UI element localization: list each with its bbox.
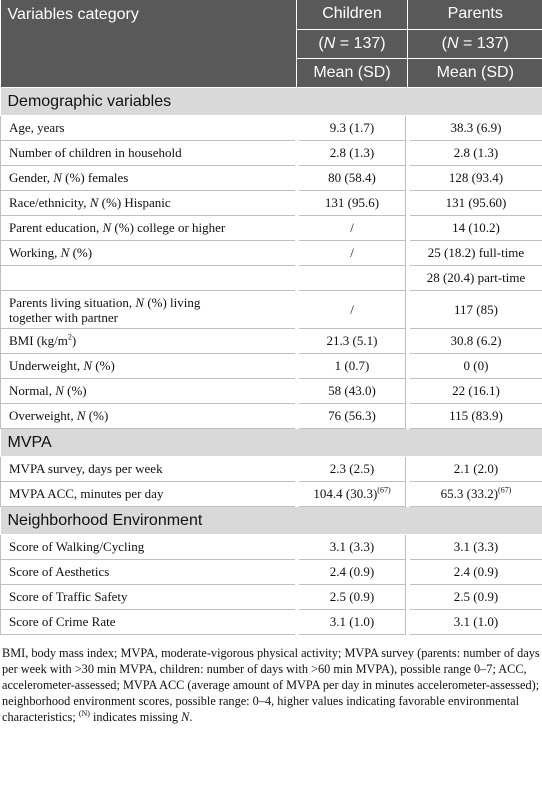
row-label: Normal, N (%) xyxy=(1,379,297,404)
children-value: 58 (43.0) xyxy=(297,379,408,404)
section-header-neighborhood xyxy=(1,507,542,535)
parents-value: 2.8 (1.3) xyxy=(408,141,542,166)
table-row xyxy=(1,354,542,379)
table-row xyxy=(1,141,542,166)
table-row xyxy=(1,116,542,141)
table-row xyxy=(1,560,542,585)
section-title: Demographic variables xyxy=(1,88,542,116)
table-row xyxy=(1,379,542,404)
children-value: 2.5 (0.9) xyxy=(297,585,408,610)
parents-value: 65.3 $(33.2)^{(67)}$ xyxy=(408,482,542,507)
row-label: BMI $(kg/m^2)$ xyxy=(1,329,297,354)
row-label: Working, N (%) xyxy=(1,241,297,266)
children-value: 1 (0.7) xyxy=(297,354,408,379)
row-label: Gender, N (%) females xyxy=(1,166,297,191)
children-value: / xyxy=(297,291,408,329)
table-footnote: BMI, body mass index; MVPA, moderate-vigorous physical activity; MVPA survey (parents: number of days per week with >30 min MVPA, children: number of days with >60 min MVPA), possible range 0–7; ACC, accelerometer-assessed; MVPA ACC (average amount of MVPA per day in minutes accelerometer-assessed); neighborhood environment scores, possible range: 0–4, higher values indicating favorable environmental characteristics; $^{(N)}$ indicates missing N. xyxy=(2,646,540,725)
table-row xyxy=(1,266,542,291)
children-value: / xyxy=(297,241,408,266)
parents-value: 3.1 (3.3) xyxy=(408,535,542,560)
table-row xyxy=(1,216,542,241)
row-label: Score of Crime Rate xyxy=(1,610,297,635)
row-label: Score of Traffic Safety xyxy=(1,585,297,610)
table-row xyxy=(1,482,542,507)
parents-value: 131 (95.60) xyxy=(408,191,542,216)
table-row xyxy=(1,291,542,329)
table-row xyxy=(1,457,542,482)
parents-value: 2.4 (0.9) xyxy=(408,560,542,585)
section-title: MVPA xyxy=(1,429,542,457)
parents-value: 25 (18.2) full-time xyxy=(408,241,542,266)
children-value: 131 (95.6) xyxy=(297,191,408,216)
parents-value: 30.8 (6.2) xyxy=(408,329,542,354)
section-title: Neighborhood Environment xyxy=(1,507,542,535)
section-header-demographic xyxy=(1,88,542,116)
table-row xyxy=(1,404,542,429)
row-label: Age, years xyxy=(1,116,297,141)
children-value: 9.3 (1.7) xyxy=(297,116,408,141)
parents-value: 2.5 (0.9) xyxy=(408,585,542,610)
children-value: / xyxy=(297,216,408,241)
table-row xyxy=(1,535,542,560)
row-label: Score of Walking/Cycling xyxy=(1,535,297,560)
header-children: Children xyxy=(297,0,408,29)
children-value: 76 (56.3) xyxy=(297,404,408,429)
children-value: 21.3 (5.1) xyxy=(297,329,408,354)
parents-value: 2.1 (2.0) xyxy=(408,457,542,482)
row-label: Number of children in household xyxy=(1,141,297,166)
row-label: Parents living situation, N (%) living together with partner xyxy=(1,291,297,329)
parents-value: 0 (0) xyxy=(408,354,542,379)
header-parents-n: (N = 137) xyxy=(408,29,542,58)
children-value: 104.4 $(30.3)^{(67)}$ xyxy=(297,482,408,507)
table-row xyxy=(1,191,542,216)
row-label: Race/ethnicity, N (%) Hispanic xyxy=(1,191,297,216)
parents-value: 128 (93.4) xyxy=(408,166,542,191)
parents-value: 115 (83.9) xyxy=(408,404,542,429)
row-label-empty xyxy=(1,266,297,291)
row-label: Overweight, N (%) xyxy=(1,404,297,429)
parents-value: 28 (20.4) part-time xyxy=(408,266,542,291)
parents-value: 3.1 (1.0) xyxy=(408,610,542,635)
row-label: MVPA survey, days per week xyxy=(1,457,297,482)
section-header-mvpa xyxy=(1,429,542,457)
header-children-n: (N = 137) xyxy=(297,29,408,58)
children-value-empty xyxy=(297,266,408,291)
parents-value: 14 (10.2) xyxy=(408,216,542,241)
table-row xyxy=(1,329,542,354)
header-parents-mean-sd: Mean (SD) xyxy=(408,59,542,88)
row-label: Score of Aesthetics xyxy=(1,560,297,585)
row-label: MVPA ACC, minutes per day xyxy=(1,482,297,507)
table-row xyxy=(1,585,542,610)
table-row xyxy=(1,241,542,266)
children-value: 3.1 (3.3) xyxy=(297,535,408,560)
children-value: 2.3 (2.5) xyxy=(297,457,408,482)
parents-value: 117 (85) xyxy=(408,291,542,329)
header-children-mean-sd: Mean (SD) xyxy=(297,59,408,88)
children-value: 2.4 (0.9) xyxy=(297,560,408,585)
header-variables-category: Variables category xyxy=(1,0,297,88)
row-label: Parent education, N (%) college or higher xyxy=(1,216,297,241)
children-value: 2.8 (1.3) xyxy=(297,141,408,166)
children-value: 3.1 (1.0) xyxy=(297,610,408,635)
table-row xyxy=(1,610,542,635)
parents-value: 22 (16.1) xyxy=(408,379,542,404)
table-row xyxy=(1,166,542,191)
header-row-1 xyxy=(1,0,542,29)
row-label: Underweight, N (%) xyxy=(1,354,297,379)
children-value: 80 (58.4) xyxy=(297,166,408,191)
parents-value: 38.3 (6.9) xyxy=(408,116,542,141)
header-parents: Parents xyxy=(408,0,542,29)
